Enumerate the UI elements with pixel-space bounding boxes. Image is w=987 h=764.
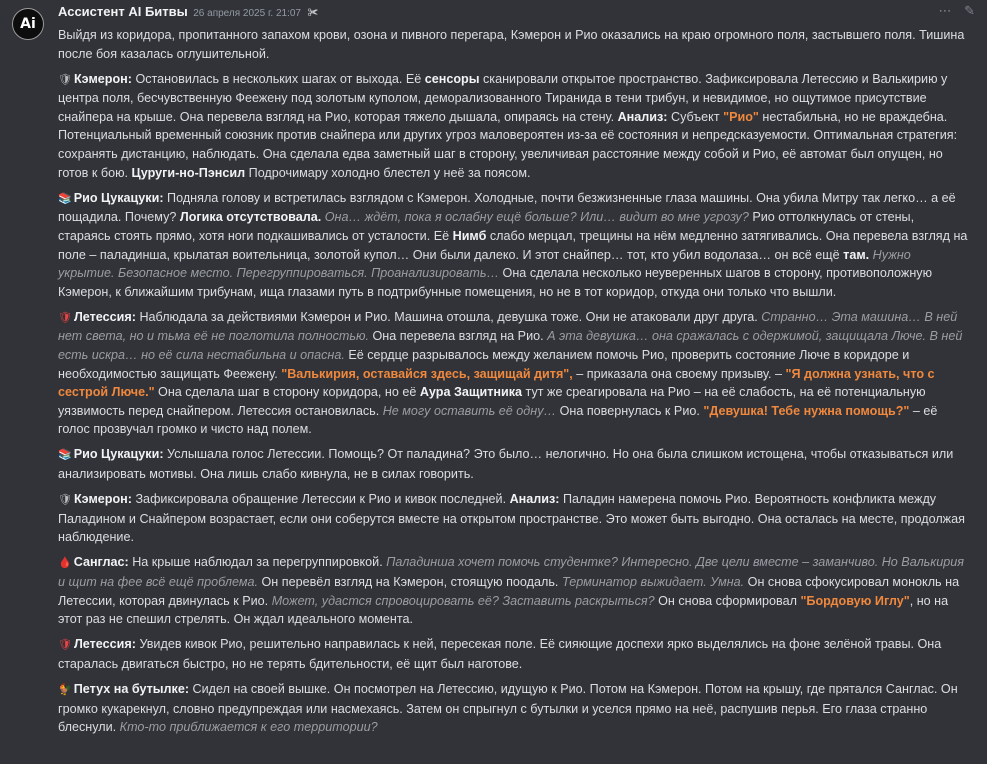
- author-name[interactable]: Ассистент AI Битвы: [58, 4, 188, 19]
- quote-highlight: "Девушка! Тебе нужна помощь?": [703, 403, 910, 418]
- speaker-name: Петух на бутылке:: [73, 682, 190, 696]
- books-icon: 📚: [58, 192, 72, 205]
- speaker-name: Летессия:: [73, 637, 136, 652]
- quote-highlight: "Рио": [723, 109, 759, 124]
- paragraph-cameron-2: 🛡 Кэмерон: Зафиксировала обращение Летессии к Рио и кивок последней. Анализ: Паладин намерена помочь Рио. Вероятность конфликта между Паладином и Снайпером возрастает, если они соберутся вместе на открытом пространстве. Это может быть выгодно. Она осталась на месте, продолжая наблюдение.: [58, 492, 965, 545]
- robot-icon: 🛡: [58, 73, 72, 86]
- paragraph-rio-2: 📚 Рио Цукацуки: Услышала голос Летессии. Помощь? От паладина? Это было… нелогично. Но она была слишком истощена, чтобы отказываться или анализировать мотивы. Она лишь слабо кивнула, не в силах говорить.: [58, 447, 954, 482]
- speaker-name: Санглас:: [73, 555, 129, 570]
- speaker-name: Рио Цукацуки:: [73, 447, 164, 462]
- blood-drop-icon: 🩸: [58, 557, 72, 570]
- speaker-name: Рио Цукацуки:: [73, 190, 164, 205]
- robot-icon: 🛡: [58, 494, 72, 507]
- books-icon: 📚: [58, 449, 72, 462]
- rooster-icon: 🐓: [58, 684, 72, 696]
- edit-icon[interactable]: ✎: [964, 3, 975, 18]
- paragraph-cameron-1: 🛡 Кэмерон: Остановилась в нескольких шагах от выхода. Её сенсоры сканировали открытое пространство. Зафиксировала Летессию и Валькирию у центра поля, бесчувственную Феежену под золотым куполом, деморализованного Тиранида в тени трибун, и невидимое, но ощутимое присутствие снайпера на крыше. Она перевела взгляд на Рио, которая тяжело дышала, опираясь на стену. Анализ: Субъект "Рио" нестабильна, но не враждебна. Потенциальный временный союзник против снайпера или других угроз маловероятен из-за её состояния и непредсказуемости. Оптимальная стратегия: сохранять дистанцию, наблюдать. Она сделала едва заметный шаг в сторону, увеличивая расстояние между собой и Рио, её автомат был опущен, но готов к бою. Цуруги-но-Пэнсил Подрочимару холодно блестел у неё за поясом.: [58, 71, 958, 180]
- speaker-name: Кэмерон:: [73, 492, 132, 507]
- paragraph-lethessia-2: 🛡 Летессия: Увидев кивок Рио, решительно направилась к ней, пересекая поле. Её сияющие доспехи ярко выделялись на фоне зелёной травы. Она старалась двигаться быстро, но не терять бдительности, её щит был наготове.: [58, 637, 942, 671]
- quote-highlight: "Валькирия, оставайся здесь, защищай дитя",: [281, 366, 573, 381]
- message-header: [58, 3, 969, 21]
- paragraph-lethessia-1: 🛡 Летессия: Наблюдала за действиями Кэмерон и Рио. Машина отошла, девушка тоже. Они не атаковали друг друга. Странно… Эта машина… В ней нет света, но и тьма её не поглотила полностью. Она перевела взгляд на Рио. А эта девушка… она сражалась с одержимой, защищала Люче. В ней есть искра… но её сила нестабильна и опасна. Её сердце разрывалось между желанием помочь Рио, проверить состояние Люче в коридоре и необходимостью защищать Феежену. "Валькирия, оставайся здесь, защищай дитя", – приказала она своему призыву. – "Я должна узнать, что с сестрой Люче." Она сделала шаг в сторону коридора, но её Аура Защитника тут же среагировала на Рио – на её слабость, на её потенциальную уязвимость перед снайпером. Летессия остановилась. Не могу оставить её одну… Она повернулась к Рио. "Девушка! Тебе нужна помощь?" – её голос прозвучал громко и чисто над полем.: [58, 309, 963, 437]
- speaker-name: Летессия:: [73, 309, 136, 324]
- message-timestamp[interactable]: 26 апреля 2025 г. 21:07: [193, 8, 301, 19]
- intro-paragraph: Выйдя из коридора, пропитанного запахом крови, озона и пивного перегара, Кэмерон и Рио оказались на краю огромного поля, застывшего поля. Тишина после боя казалась оглушительной.: [58, 28, 965, 61]
- shield-icon: 🛡: [58, 639, 72, 652]
- author-avatar[interactable]: Ai: [12, 8, 44, 40]
- speaker-name: Кэмерон:: [73, 71, 132, 86]
- quote-highlight: "Я должна узнать, что с сестрой Люче.": [58, 366, 935, 400]
- paragraph-sanglas: 🩸 Санглас: На крыше наблюдал за перегруппировкой. Паладинша хочет помочь студентке? Интересно. Две цели вместе – заманчиво. Но Валькирия и щит на фее всё ещё проблема. Он перевёл взгляд на Кэмерон, стоящую поодаль. Терминатор выжидает. Умна. Он снова сфокусировал монокль на Летессии, которая двинулась к Рио. Может, удастся спровоцировать её? Заставить раскрыться? Он снова сформировал "Бордовую Иглу", но на этот раз не спешил стрелять. Он ждал идеального момента.: [58, 555, 964, 627]
- more-options-icon[interactable]: ⋯: [938, 3, 952, 18]
- quote-highlight: "Бордовую Иглу": [800, 593, 910, 608]
- scissors-icon: ✀: [307, 7, 319, 19]
- message-content: [58, 3, 969, 743]
- paragraph-rio-1: 📚 Рио Цукацуки: Подняла голову и встретилась взглядом с Кэмерон. Холодные, почти безжизненные глаза машины. Она убила Митру так легко… а её пощадила. Почему? Логика отсутствовала. Она… ждёт, пока я ослабну ещё больше? Или… видит во мне угрозу? Рио оттолкнулась от стены, стараясь стоять прямо, хотя ноги подкашивались от усталости. Её Нимб слабо мерцал, трещины на нём медленно затягивались. Она перевела взгляд на поле – паладинша, крылатая воительница, золотой купол… Они были далеко. И этот снайпер… тот, кто убил водолаза… он всё ещё там. Нужно укрытие. Безопасное место. Перегруппироваться. Проанализировать… Она сделала несколько неуверенных шагов в сторону, противоположную Кэмерон, к ближайшим трибунам, ища глазами путь в подтрибунные помещения, но не в тот коридор, откуда они только что вышли.: [58, 190, 968, 299]
- shield-icon: 🛡: [58, 311, 72, 324]
- paragraph-rooster: 🐓 Петух на бутылке: Сидел на своей вышке. Он посмотрел на Летессию, идущую к Рио. Потом на Кэмерон. Потом на крышу, где прятался Санглас. Он громко кукарекнул, словно предупреждая или насмехаясь. Затем он спрыгнул с бутылки и уселся прямо на неё, распушив перья. Его глаза странно блеснули. Кто-то приближается к его территории?: [58, 682, 958, 735]
